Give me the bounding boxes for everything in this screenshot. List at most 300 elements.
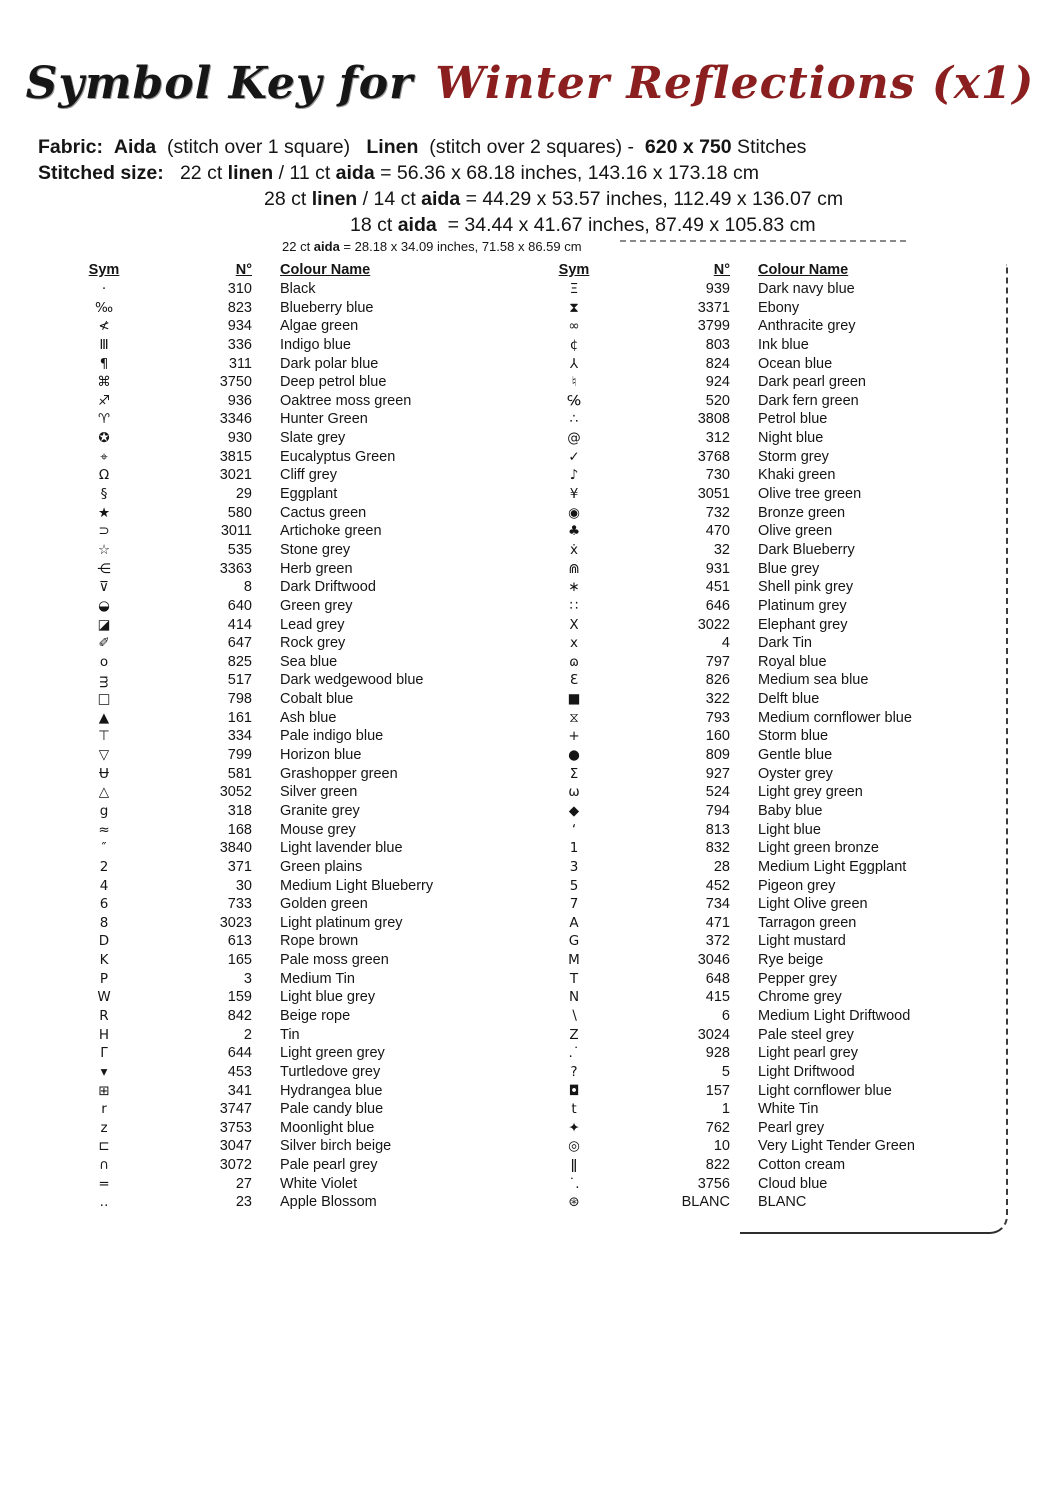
symbol-cell: ⋲ (97, 560, 111, 577)
number-cell: 371 (227, 858, 252, 875)
symbol-cell: t (571, 1101, 577, 1118)
number-cell: 928 (705, 1045, 730, 1062)
symbol-cell: ♪ (569, 467, 579, 484)
symbol-cell: ⊞ (98, 1082, 110, 1099)
table-row (84, 1063, 544, 1082)
table-row (544, 466, 1006, 485)
header-colour-name: Colour Name (280, 261, 371, 278)
number-cell: 3363 (219, 560, 252, 577)
table-row (84, 299, 544, 318)
number-cell: 939 (705, 281, 730, 297)
emphasis-text: 620 x 750 (644, 136, 732, 158)
table-row (84, 802, 544, 821)
number-cell: 824 (705, 355, 730, 372)
table-row (544, 671, 1006, 690)
table-row (84, 1175, 544, 1194)
symbol-cell: ∴ (569, 411, 579, 428)
number-cell: 524 (705, 784, 730, 801)
number-cell: 842 (227, 1007, 252, 1024)
number-cell: 640 (227, 597, 252, 614)
colour-name-cell: Dark wedgewood blue (280, 672, 424, 689)
symbol-cell: ? (570, 1063, 578, 1080)
number-cell: 1 (721, 1101, 730, 1118)
table-row (544, 1063, 1006, 1082)
table-row (84, 560, 544, 579)
table-row (84, 578, 544, 597)
symbol-cell: .˙ (568, 1045, 580, 1062)
stitched-size-line-2 (38, 186, 1060, 212)
table-row (84, 783, 544, 802)
symbol-cell: ⊤ (98, 728, 110, 745)
number-cell: 3022 (697, 616, 730, 633)
number-cell: 161 (227, 709, 252, 726)
number-cell: 312 (705, 430, 730, 447)
colour-name-cell: Olive tree green (758, 486, 862, 503)
table-row (544, 914, 1006, 933)
table-row (544, 317, 1006, 336)
number-cell: 3047 (219, 1138, 252, 1155)
colour-name-cell: Pale steel grey (758, 1026, 854, 1043)
symbol-cell: + (568, 728, 580, 745)
colour-name-cell: Olive green (758, 523, 833, 540)
pattern-meta (38, 134, 1060, 255)
number-cell: 6 (721, 1007, 730, 1024)
number-cell: 310 (227, 281, 252, 297)
table-row (544, 616, 1006, 635)
table-row (544, 932, 1006, 951)
colour-name-cell: Gentle blue (758, 747, 833, 764)
text: = 44.29 x 53.57 inches, 112.49 x 136.07 cm (460, 188, 844, 210)
text: 18 ct (350, 214, 398, 236)
table-row (84, 765, 544, 784)
symbol-cell: R (99, 1007, 109, 1024)
number-cell: 644 (227, 1045, 252, 1062)
stitched-size-line-1 (38, 160, 1060, 186)
symbol-cell: ◆ (568, 802, 580, 819)
colour-name-cell: Oaktree moss green (280, 392, 412, 409)
table-row (544, 951, 1006, 970)
colour-name-cell: Medium Light Driftwood (758, 1007, 911, 1024)
symbol-cell: Ɛ (569, 672, 579, 689)
fabric-line (38, 134, 1060, 160)
table-row (84, 970, 544, 989)
table-row (544, 858, 1006, 877)
number-cell: 762 (705, 1119, 730, 1136)
number-cell: 797 (705, 653, 730, 670)
colour-name-cell: Light Driftwood (758, 1063, 855, 1080)
colour-name-cell: Dark navy blue (758, 281, 855, 297)
symbol-cell: ∞ (568, 318, 580, 335)
colour-name-cell: Grashopper green (280, 765, 398, 782)
table-row (84, 1119, 544, 1138)
table-row (544, 970, 1006, 989)
colour-name-cell: Light blue (758, 821, 821, 838)
table-body-left (84, 280, 544, 1212)
table-row (544, 821, 1006, 840)
colour-name-cell: Cloud blue (758, 1175, 828, 1192)
colour-name-cell: Pale candy blue (280, 1101, 384, 1118)
symbol-cell: § (100, 486, 108, 503)
number-cell: 793 (705, 709, 730, 726)
number-cell: 936 (227, 392, 252, 409)
text: = 34.44 x 41.67 inches, 87.49 x 105.83 cm (436, 214, 816, 236)
table-row (84, 709, 544, 728)
colour-name-cell: Beige rope (280, 1007, 351, 1024)
symbol-cell: ″ (101, 840, 107, 857)
symbol-cell: Ω (98, 467, 110, 484)
title-prefix: Symbol Key for (25, 58, 414, 109)
key-box-top-dashed-border (620, 240, 906, 242)
colour-name-cell: Ocean blue (758, 355, 833, 372)
table-row (84, 877, 544, 896)
colour-name-cell: Rye beige (758, 952, 824, 969)
table-row (544, 560, 1006, 579)
symbol-cell: = (98, 1175, 110, 1192)
colour-name-cell: Black (280, 281, 316, 297)
symbol-cell: Γ (100, 1045, 108, 1062)
table-row (84, 1007, 544, 1026)
number-cell: 798 (227, 691, 252, 708)
table-row (544, 392, 1006, 411)
colour-name-cell: Silver green (280, 784, 358, 801)
header-number: N° (235, 261, 252, 278)
table-row (84, 1193, 544, 1212)
table-row (84, 895, 544, 914)
table-row (544, 653, 1006, 672)
colour-name-cell: Dark polar blue (280, 355, 379, 372)
number-cell: 580 (227, 504, 252, 521)
symbol-cell: N (568, 989, 580, 1006)
table-row (544, 522, 1006, 541)
number-cell: 3768 (697, 448, 730, 465)
symbol-cell: ◪ (97, 616, 111, 633)
text: (stitch over 2 squares) - (418, 136, 645, 158)
colour-name-cell: Cobalt blue (280, 691, 354, 708)
text: = 28.18 x 34.09 inches, 71.58 x 86.59 cm (339, 239, 582, 254)
number-cell: 3023 (219, 914, 252, 931)
number-cell: 734 (705, 896, 730, 913)
table-row (84, 616, 544, 635)
colour-name-cell: Cotton cream (758, 1157, 846, 1174)
colour-name-cell: Anthracite grey (758, 318, 856, 335)
table-row (84, 504, 544, 523)
table-row (84, 336, 544, 355)
emphasis-text: aida (421, 188, 461, 210)
number-cell: 3052 (219, 784, 252, 801)
symbol-cell: ▾ (100, 1063, 108, 1080)
number-cell: 3021 (219, 467, 252, 484)
text: 22 ct (163, 162, 228, 184)
table-row (544, 783, 1006, 802)
number-cell: 3051 (697, 486, 730, 503)
colour-name-cell: Pigeon grey (758, 877, 836, 894)
table-row (84, 1082, 544, 1101)
colour-name-cell: Hydrangea blue (280, 1082, 383, 1099)
symbol-cell: ɷ (569, 653, 579, 670)
colour-name-cell: Green plains (280, 858, 363, 875)
symbol-cell: ● (568, 747, 580, 764)
symbol-cell: ✐ (98, 635, 110, 652)
table-row (544, 1007, 1006, 1026)
symbol-cell: ℅ (567, 392, 581, 409)
number-cell: 646 (705, 597, 730, 614)
number-cell: 27 (235, 1175, 252, 1192)
table-row (84, 541, 544, 560)
table-body-right (544, 280, 1006, 1212)
number-cell: 471 (705, 914, 730, 931)
colour-name-cell: Turtledove grey (280, 1063, 381, 1080)
colour-name-cell: Blueberry blue (280, 299, 374, 316)
table-row (84, 914, 544, 933)
symbol-cell: P (99, 970, 109, 987)
text (103, 136, 114, 158)
symbol-cell: ⊏ (98, 1138, 110, 1155)
header-number: N° (713, 261, 730, 278)
colour-name-cell: Eggplant (280, 486, 338, 503)
emphasis-text: linen (227, 162, 274, 184)
number-cell: 451 (705, 579, 730, 596)
symbol-cell: 2 (99, 858, 109, 875)
symbol-cell: ‰ (94, 299, 114, 316)
colour-name-cell: Khaki green (758, 467, 836, 484)
number-cell: 930 (227, 430, 252, 447)
colour-name-cell: Light grey green (758, 784, 863, 801)
symbol-cell: 7 (569, 896, 579, 913)
number-cell: 3799 (697, 318, 730, 335)
table-row (544, 541, 1006, 560)
symbol-cell: G (568, 933, 580, 950)
colour-name-cell: Mouse grey (280, 821, 356, 838)
table-row (84, 1137, 544, 1156)
colour-name-cell: Bronze green (758, 504, 846, 521)
symbol-cell: ⋒ (568, 560, 580, 577)
table-row (84, 746, 544, 765)
symbol-cell: ♮ (571, 374, 577, 391)
table-row (84, 690, 544, 709)
table-row (84, 429, 544, 448)
symbol-cell: ˙. (568, 1175, 580, 1192)
table-row (544, 1100, 1006, 1119)
symbol-cell: z (100, 1119, 108, 1136)
table-row (544, 690, 1006, 709)
colour-name-cell: Granite grey (280, 802, 360, 819)
symbol-cell: ✦ (568, 1119, 580, 1136)
table-row (544, 1156, 1006, 1175)
number-cell: 322 (705, 691, 730, 708)
symbol-table-right (544, 260, 1006, 1212)
table-row (84, 1044, 544, 1063)
symbol-cell: ✪ (98, 430, 110, 447)
table-row (84, 448, 544, 467)
colour-name-cell: Night blue (758, 430, 824, 447)
colour-name-cell: Green grey (280, 597, 353, 614)
number-cell: 931 (705, 560, 730, 577)
symbol-cell: ⌖ (100, 448, 108, 465)
symbol-cell: ▽ (98, 747, 110, 764)
colour-name-cell: Eucalyptus Green (280, 448, 396, 465)
table-row (84, 821, 544, 840)
symbol-cell: M (568, 952, 580, 969)
text: Stitches (731, 136, 807, 158)
symbol-cell: A (569, 914, 579, 931)
colour-name-cell: Rope brown (280, 933, 359, 950)
emphasis-text: aida (313, 239, 340, 254)
number-cell: 8 (243, 579, 252, 596)
colour-name-cell: Platinum grey (758, 597, 847, 614)
symbol-cell: △ (98, 784, 110, 801)
number-cell: 927 (705, 765, 730, 782)
table-row (544, 1175, 1006, 1194)
symbol-cell: D (98, 933, 110, 950)
symbol-cell: ‘ (571, 821, 577, 838)
table-row (544, 1026, 1006, 1045)
number-cell: 581 (227, 765, 252, 782)
colour-name-cell: Rock grey (280, 635, 346, 652)
page-title (0, 0, 1060, 124)
table-row (544, 597, 1006, 616)
symbol-cell: ⊽ (99, 579, 109, 596)
colour-name-cell: Dark Driftwood (280, 579, 376, 596)
table-row (84, 839, 544, 858)
colour-name-cell: Storm grey (758, 448, 829, 465)
table-row (84, 317, 544, 336)
colour-name-cell: White Tin (758, 1101, 819, 1118)
symbol-cell: ♐ (97, 392, 111, 409)
symbol-cell: ◒ (98, 597, 110, 614)
colour-name-cell: Artichoke green (280, 523, 382, 540)
table-row (84, 392, 544, 411)
colour-name-cell: Sea blue (280, 653, 338, 670)
number-cell: 799 (227, 747, 252, 764)
table-row (84, 951, 544, 970)
text: / 14 ct (357, 188, 422, 210)
table-row (84, 355, 544, 374)
colour-name-cell: Light lavender blue (280, 840, 403, 857)
colour-name-cell: BLANC (758, 1194, 807, 1211)
table-row (544, 1193, 1006, 1212)
colour-name-cell: Pearl grey (758, 1119, 825, 1136)
colour-name-cell: Light Olive green (758, 896, 868, 913)
colour-name-cell: Light cornflower blue (758, 1082, 892, 1099)
number-cell: 3756 (697, 1175, 730, 1192)
text: (stitch over 1 square) (156, 136, 367, 158)
colour-name-cell: Oyster grey (758, 765, 833, 782)
symbol-cell: 4 (99, 877, 109, 894)
symbol-cell: Ⅹ (569, 616, 579, 633)
colour-name-cell: Medium Light Eggplant (758, 858, 907, 875)
colour-name-cell: Light mustard (758, 933, 846, 950)
table-header (544, 260, 1006, 280)
number-cell: 613 (227, 933, 252, 950)
symbol-cell: Σ (569, 765, 579, 782)
text: / 11 ct (273, 162, 336, 184)
number-cell: 3011 (220, 523, 252, 540)
title-pattern-name: Winter Reflections (x1) (435, 58, 1035, 109)
symbol-cell: 1 (569, 840, 579, 857)
colour-name-cell: Blue grey (758, 560, 820, 577)
number-cell: 3371 (697, 299, 730, 316)
colour-name-cell: Light platinum grey (280, 914, 403, 931)
symbol-cell: 5 (569, 877, 579, 894)
number-cell: 3346 (219, 411, 252, 428)
number-cell: 832 (705, 840, 730, 857)
number-cell: 341 (227, 1082, 252, 1099)
emphasis-text: linen (311, 188, 358, 210)
colour-name-cell: Pale pearl grey (280, 1157, 378, 1174)
table-row (84, 932, 544, 951)
symbol-cell: Ⅲ (99, 336, 109, 353)
number-cell: 30 (235, 877, 252, 894)
number-cell: 165 (227, 952, 252, 969)
colour-name-cell: Ink blue (758, 336, 809, 353)
colour-name-cell: Dark fern green (758, 392, 859, 409)
symbol-cell: ⧖ (569, 709, 579, 726)
colour-name-cell: Shell pink grey (758, 579, 854, 596)
colour-name-cell: Dark pearl green (758, 374, 866, 391)
table-row (544, 355, 1006, 374)
number-cell: 3808 (697, 411, 730, 428)
colour-name-cell: Light pearl grey (758, 1045, 858, 1062)
stitched-size-note (38, 238, 1060, 255)
table-row (544, 410, 1006, 429)
table-row (84, 988, 544, 1007)
colour-name-cell: Herb green (280, 560, 353, 577)
symbol-cell: ✓ (568, 448, 580, 465)
number-cell: 648 (705, 970, 730, 987)
table-row (84, 858, 544, 877)
symbol-cell: x (570, 635, 578, 652)
table-row (544, 895, 1006, 914)
table-row (84, 466, 544, 485)
table-row (84, 485, 544, 504)
colour-name-cell: Cactus green (280, 504, 367, 521)
symbol-cell: Z (569, 1026, 579, 1043)
number-cell: 3750 (219, 374, 252, 391)
colour-name-cell: Petrol blue (758, 411, 828, 428)
symbol-cell: ▲ (98, 709, 110, 726)
table-row (544, 1137, 1006, 1156)
number-cell: 3840 (219, 840, 252, 857)
number-cell: 157 (705, 1082, 730, 1099)
colour-name-cell: Golden green (280, 896, 368, 913)
colour-name-cell: Dark Blueberry (758, 541, 855, 558)
table-row (544, 336, 1006, 355)
colour-name-cell: Light green grey (280, 1045, 385, 1062)
table-row (84, 410, 544, 429)
number-cell: 4 (721, 635, 730, 652)
table-row (544, 839, 1006, 858)
table-row (544, 988, 1006, 1007)
number-cell: 452 (705, 877, 730, 894)
symbol-table-left (84, 260, 544, 1212)
table-row (84, 522, 544, 541)
emphasis-text: aida (397, 214, 437, 236)
number-cell: 924 (705, 374, 730, 391)
symbol-tables (0, 260, 1060, 1212)
table-row (84, 1026, 544, 1045)
table-row (544, 1082, 1006, 1101)
number-cell: 5 (721, 1063, 730, 1080)
symbol-cell: ⧗ (569, 299, 579, 316)
symbol-cell: ★ (97, 504, 111, 521)
colour-name-cell: Algae green (280, 318, 359, 335)
colour-name-cell: White Violet (280, 1175, 358, 1192)
symbol-cell: ⊃ (98, 523, 110, 540)
symbol-cell: ◉ (568, 504, 580, 521)
number-cell: 336 (227, 336, 252, 353)
symbol-cell: Ʉ (99, 765, 109, 782)
colour-name-cell: Storm blue (758, 728, 829, 745)
